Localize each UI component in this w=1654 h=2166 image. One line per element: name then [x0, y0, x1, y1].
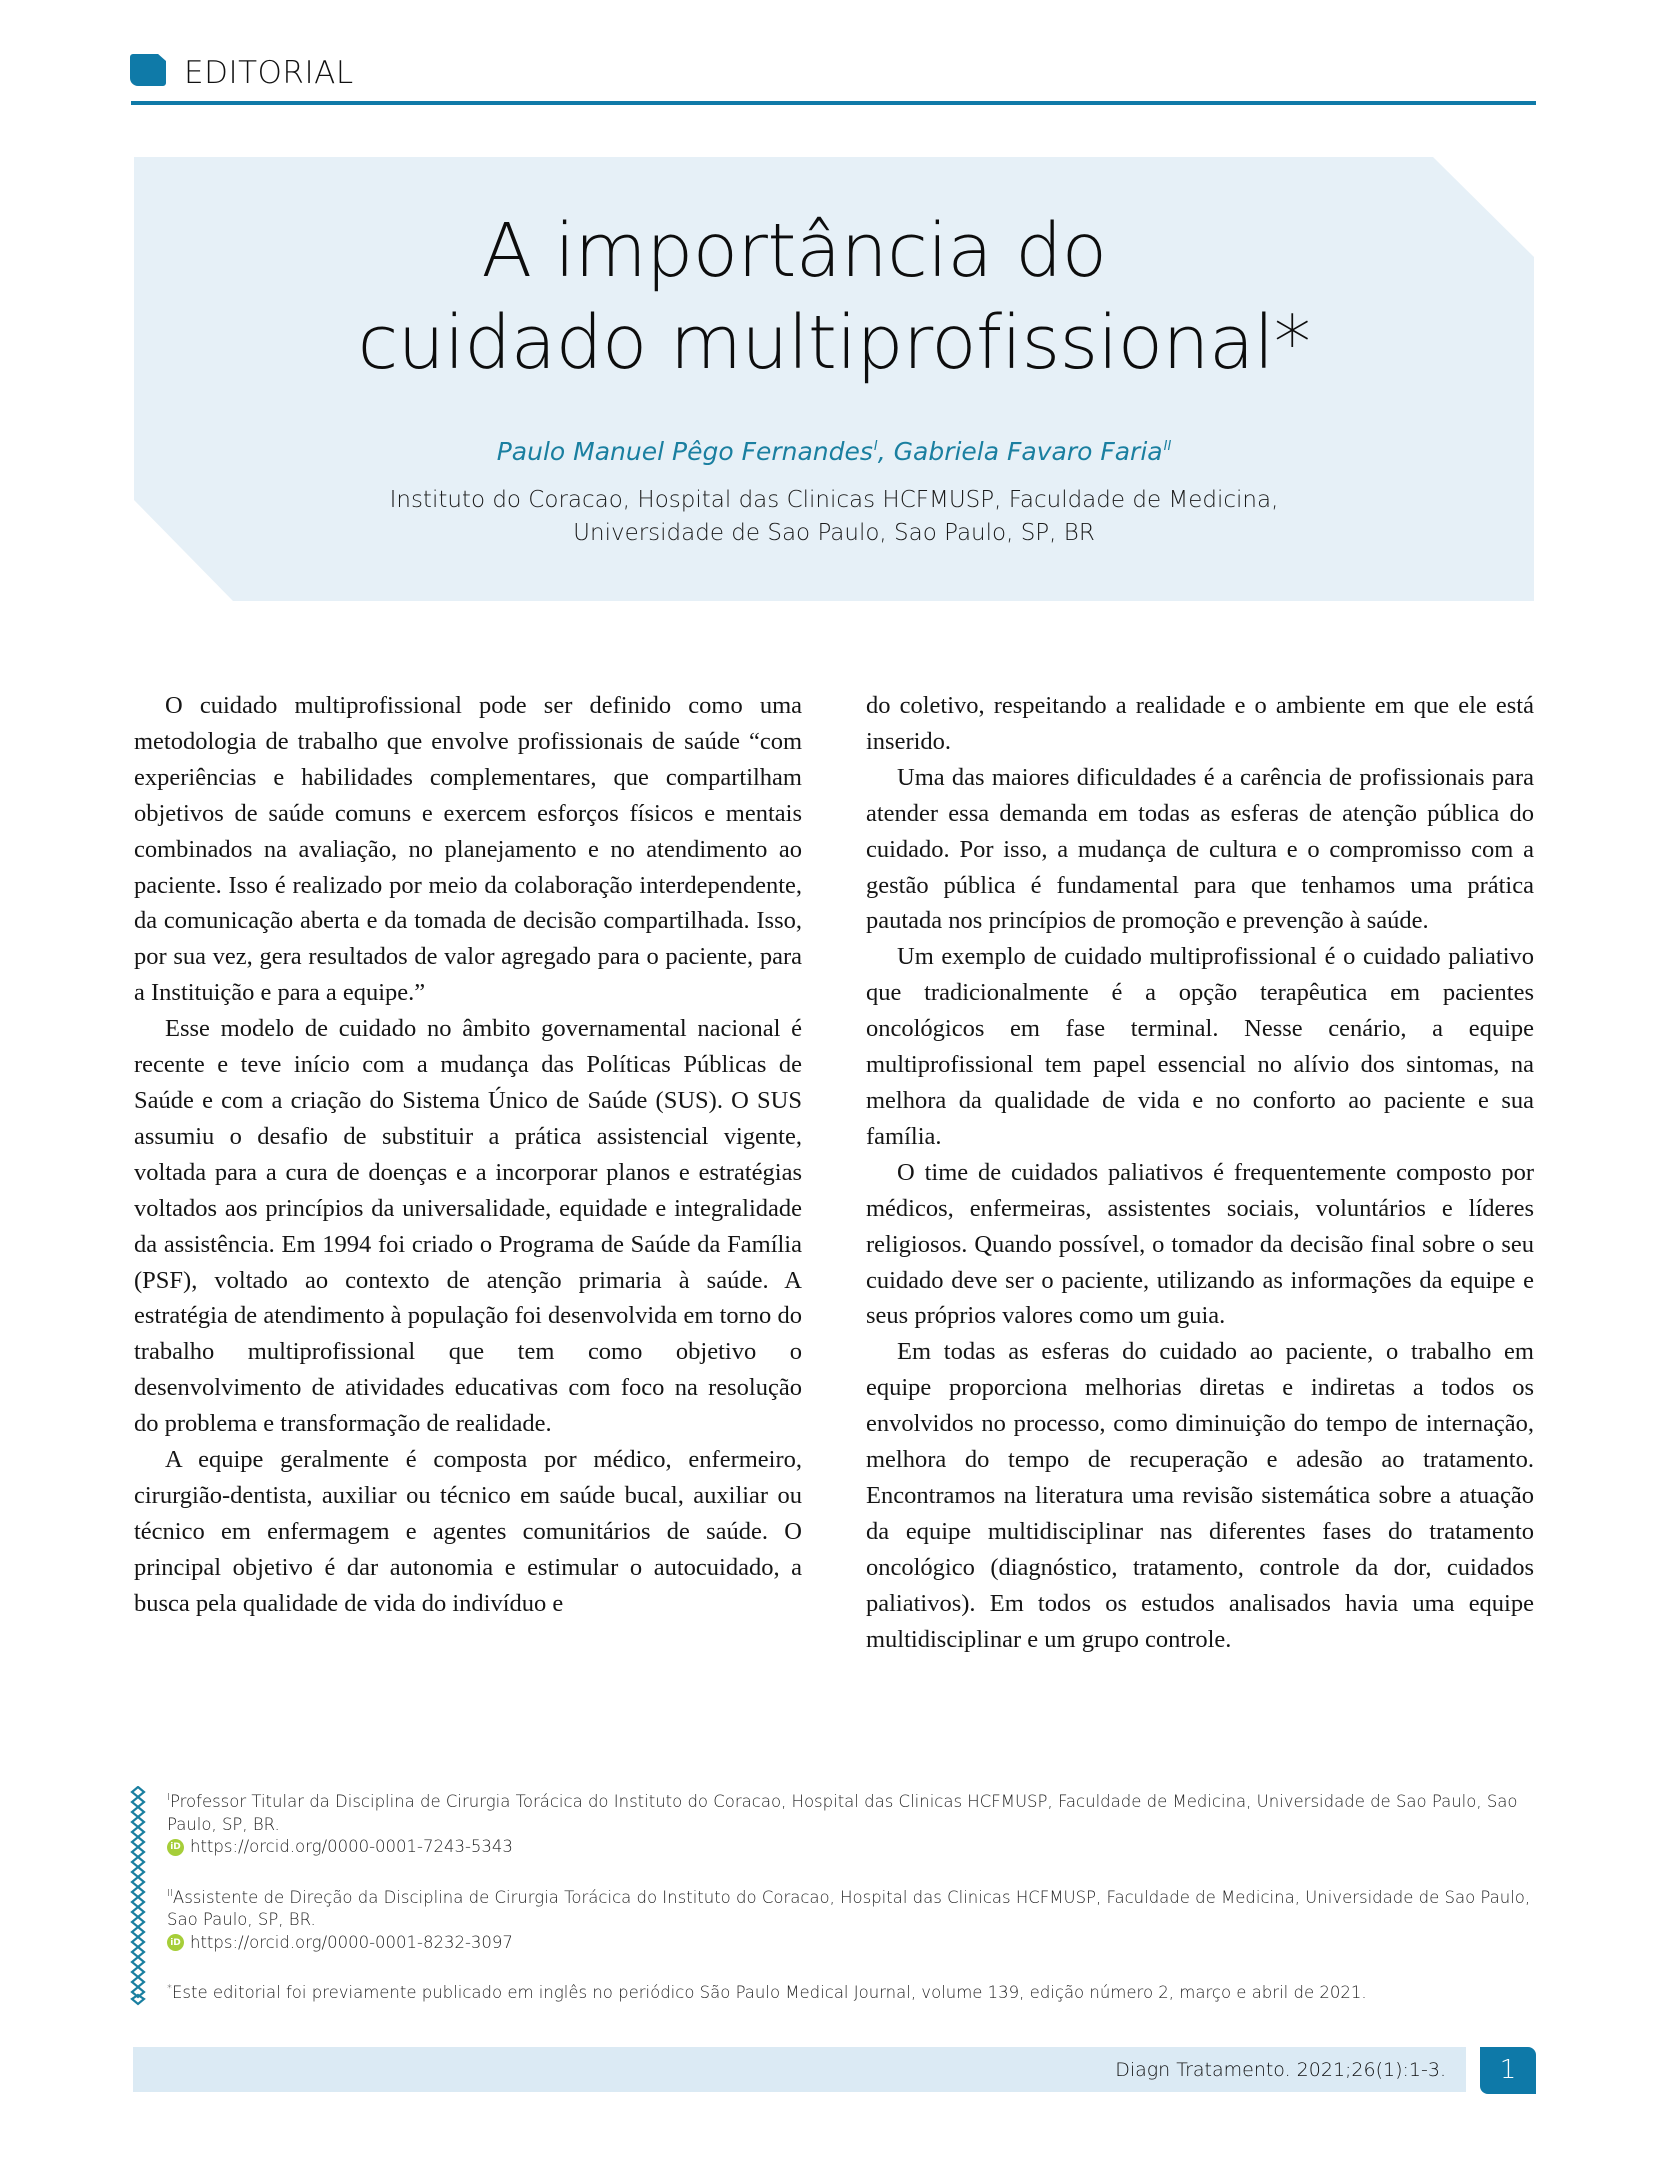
footnote-text: Assistente de Direção da Disciplina de Cirurgia Torácica do Instituto do Coracao, Hospital das Clinicas HCFMUSP, Faculdade de Medicina, Universidade de Sao Paulo, Sao Paulo, SP, BR. [167, 1887, 1531, 1929]
footnote-text: Professor Titular da Disciplina de Cirurgia Torácica do Instituto do Coracao, Hospital das Clinicas HCFMUSP, Faculdade de Medicina, Universidade de Sao Paulo, Sao Paulo, SP, BR. [167, 1792, 1518, 1834]
article-title [134, 205, 1534, 389]
paragraph: Esse modelo de cuidado no âmbito governamental nacional é recente e teve início com a mudança das Políticas Públicas de Saúde e com a criação do Sistema Único de Saúde (SUS). O SUS assumiu o desafio de substituir a prática assistencial vigente, voltada para a cura de doenças e a incorporar planos e estratégias voltados aos princípios da universalidade, equidade e integralidade da assistência. Em 1994 foi criado o Programa de Saúde da Família (PSF), voltado ao contexto de atenção primaria à saúde. A estratégia de atendimento à população foi desenvolvida em torno do trabalho multiprofissional que tem como objetivo o desenvolvimento de atividades educativas com foco na resolução do problema e transformação de realidade. [134, 1015, 802, 1438]
paragraph: O cuidado multiprofissional pode ser definido como uma metodologia de trabalho que envolve profissionais de saúde “com experiências e habilidades complementares, que compartilham objetivos de saúde comuns e exercem esforços físicos e mentais combinados na avaliação, no planejamento e no atendimento ao paciente. Isso é realizado por meio da colaboração interdependente, da comunicação aberta e da tomada de decisão compartilhada. Isso, por sua vez, gera resultados de valor agregado para o paciente, para a Instituição e para a equipe.” [134, 692, 802, 1007]
decorative-diamond-chain-icon [130, 1786, 146, 2006]
section-label: EDITORIAL [184, 55, 354, 91]
paragraph: O time de cuidados paliativos é frequentemente composto por médicos, enfermeiras, assistentes sociais, voluntários e líderes religiosos. Quando possível, o tomador da decisão final sobre o seu cuidado deve ser o paciente, utilizando as informações da equipe e seus próprios valores como um guia. [866, 1158, 1534, 1330]
paragraph: Um exemplo de cuidado multiprofissional é o cuidado paliativo que tradicionalmente é a opção terapêutica em pacientes oncológicos em fase terminal. Nesse cenário, a equipe multiprofissional tem papel essencial no alívio dos sintomas, na melhora da qualidade de vida e no conforto ao paciente e sua família. [866, 943, 1534, 1150]
footnotes [167, 1787, 1537, 2029]
footnote-author-2 [167, 1883, 1537, 1955]
page-number: 1 [1480, 2047, 1536, 2094]
author-name: Paulo Manuel Pêgo Fernandes [496, 437, 873, 466]
journal-citation: Diagn Tratamento. 2021;26(1):1-3. [1115, 2059, 1446, 2081]
paragraph: Uma das maiores dificuldades é a carência de profissionais para atender essa demanda em todas as esferas de atenção pública do cuidado. Por isso, a mudança de cultura e o compromisso com a gestão pública é fundamental para que tenhamos uma prática pautada nos princípios de promoção e prevenção à saúde. [866, 763, 1534, 935]
body-column-left [134, 688, 802, 1622]
title-line-1: A importância do [481, 208, 1107, 294]
author-separator: , [877, 437, 894, 466]
footnote-mark: * [167, 1983, 172, 1994]
orcid-icon: iD [167, 1839, 184, 1856]
orcid-link[interactable]: https://orcid.org/0000-0001-8232-3097 [190, 1932, 513, 1952]
affiliation-line-2: Universidade de Sao Paulo, Sao Paulo, SP, BR [573, 520, 1095, 546]
paragraph-continued: do coletivo, respeitando a realidade e o ambiente em que ele está inserido. [866, 692, 1534, 755]
affiliation [134, 484, 1534, 550]
author-list [134, 431, 1534, 468]
section-marker-icon [130, 54, 166, 86]
header-divider [131, 101, 1536, 105]
footnote-text: Este editorial foi previamente publicado em inglês no periódico São Paulo Medical Journal, volume 139, edição número 2, março e abril de 2021. [172, 1983, 1367, 2002]
footnote-author-1 [167, 1787, 1537, 1859]
title-line-2: cuidado multiprofissional* [357, 300, 1311, 386]
paragraph: A equipe geralmente é composta por médico, enfermeiro, cirurgião-dentista, auxiliar ou técnico em saúde bucal, auxiliar ou técnico em enfermagem e agentes comunitários de saúde. O principal objetivo é dar autonomia e estimular o autocuidado, a busca pela qualidade de vida do indivíduo e [134, 1446, 802, 1617]
orcid-link[interactable]: https://orcid.org/0000-0001-7243-5343 [190, 1837, 513, 1856]
author-affiliation-mark: II [1163, 439, 1172, 454]
footnote-mark: I [167, 1792, 170, 1803]
footer-bar [133, 2047, 1466, 2092]
footnote-publication-note [167, 1978, 1537, 2005]
orcid-icon: iD [167, 1934, 184, 1951]
author-affiliation-mark: I [873, 439, 878, 454]
author-name: Gabriela Favaro Faria [893, 437, 1163, 466]
affiliation-line-1: Instituto do Coracao, Hospital das Clinicas HCFMUSP, Faculdade de Medicina, [389, 487, 1279, 513]
paragraph: Em todas as esferas do cuidado ao paciente, o trabalho em equipe proporciona melhorias diretas e indiretas a todos os envolvidos no processo, como diminuição do tempo de internação, melhora do tempo de recuperação e adesão ao tratamento. Encontramos na literatura uma revisão sistemática sobre a atuação da equipe multidisciplinar nas diferentes fases do tratamento oncológico (diagnóstico, tratamento, controle da dor, cuidados paliativos). Em todos os estudos analisados havia uma equipe multidisciplinar e um grupo controle. [866, 1338, 1534, 1653]
body-column-right [866, 688, 1534, 1657]
footnote-mark: II [167, 1887, 173, 1899]
